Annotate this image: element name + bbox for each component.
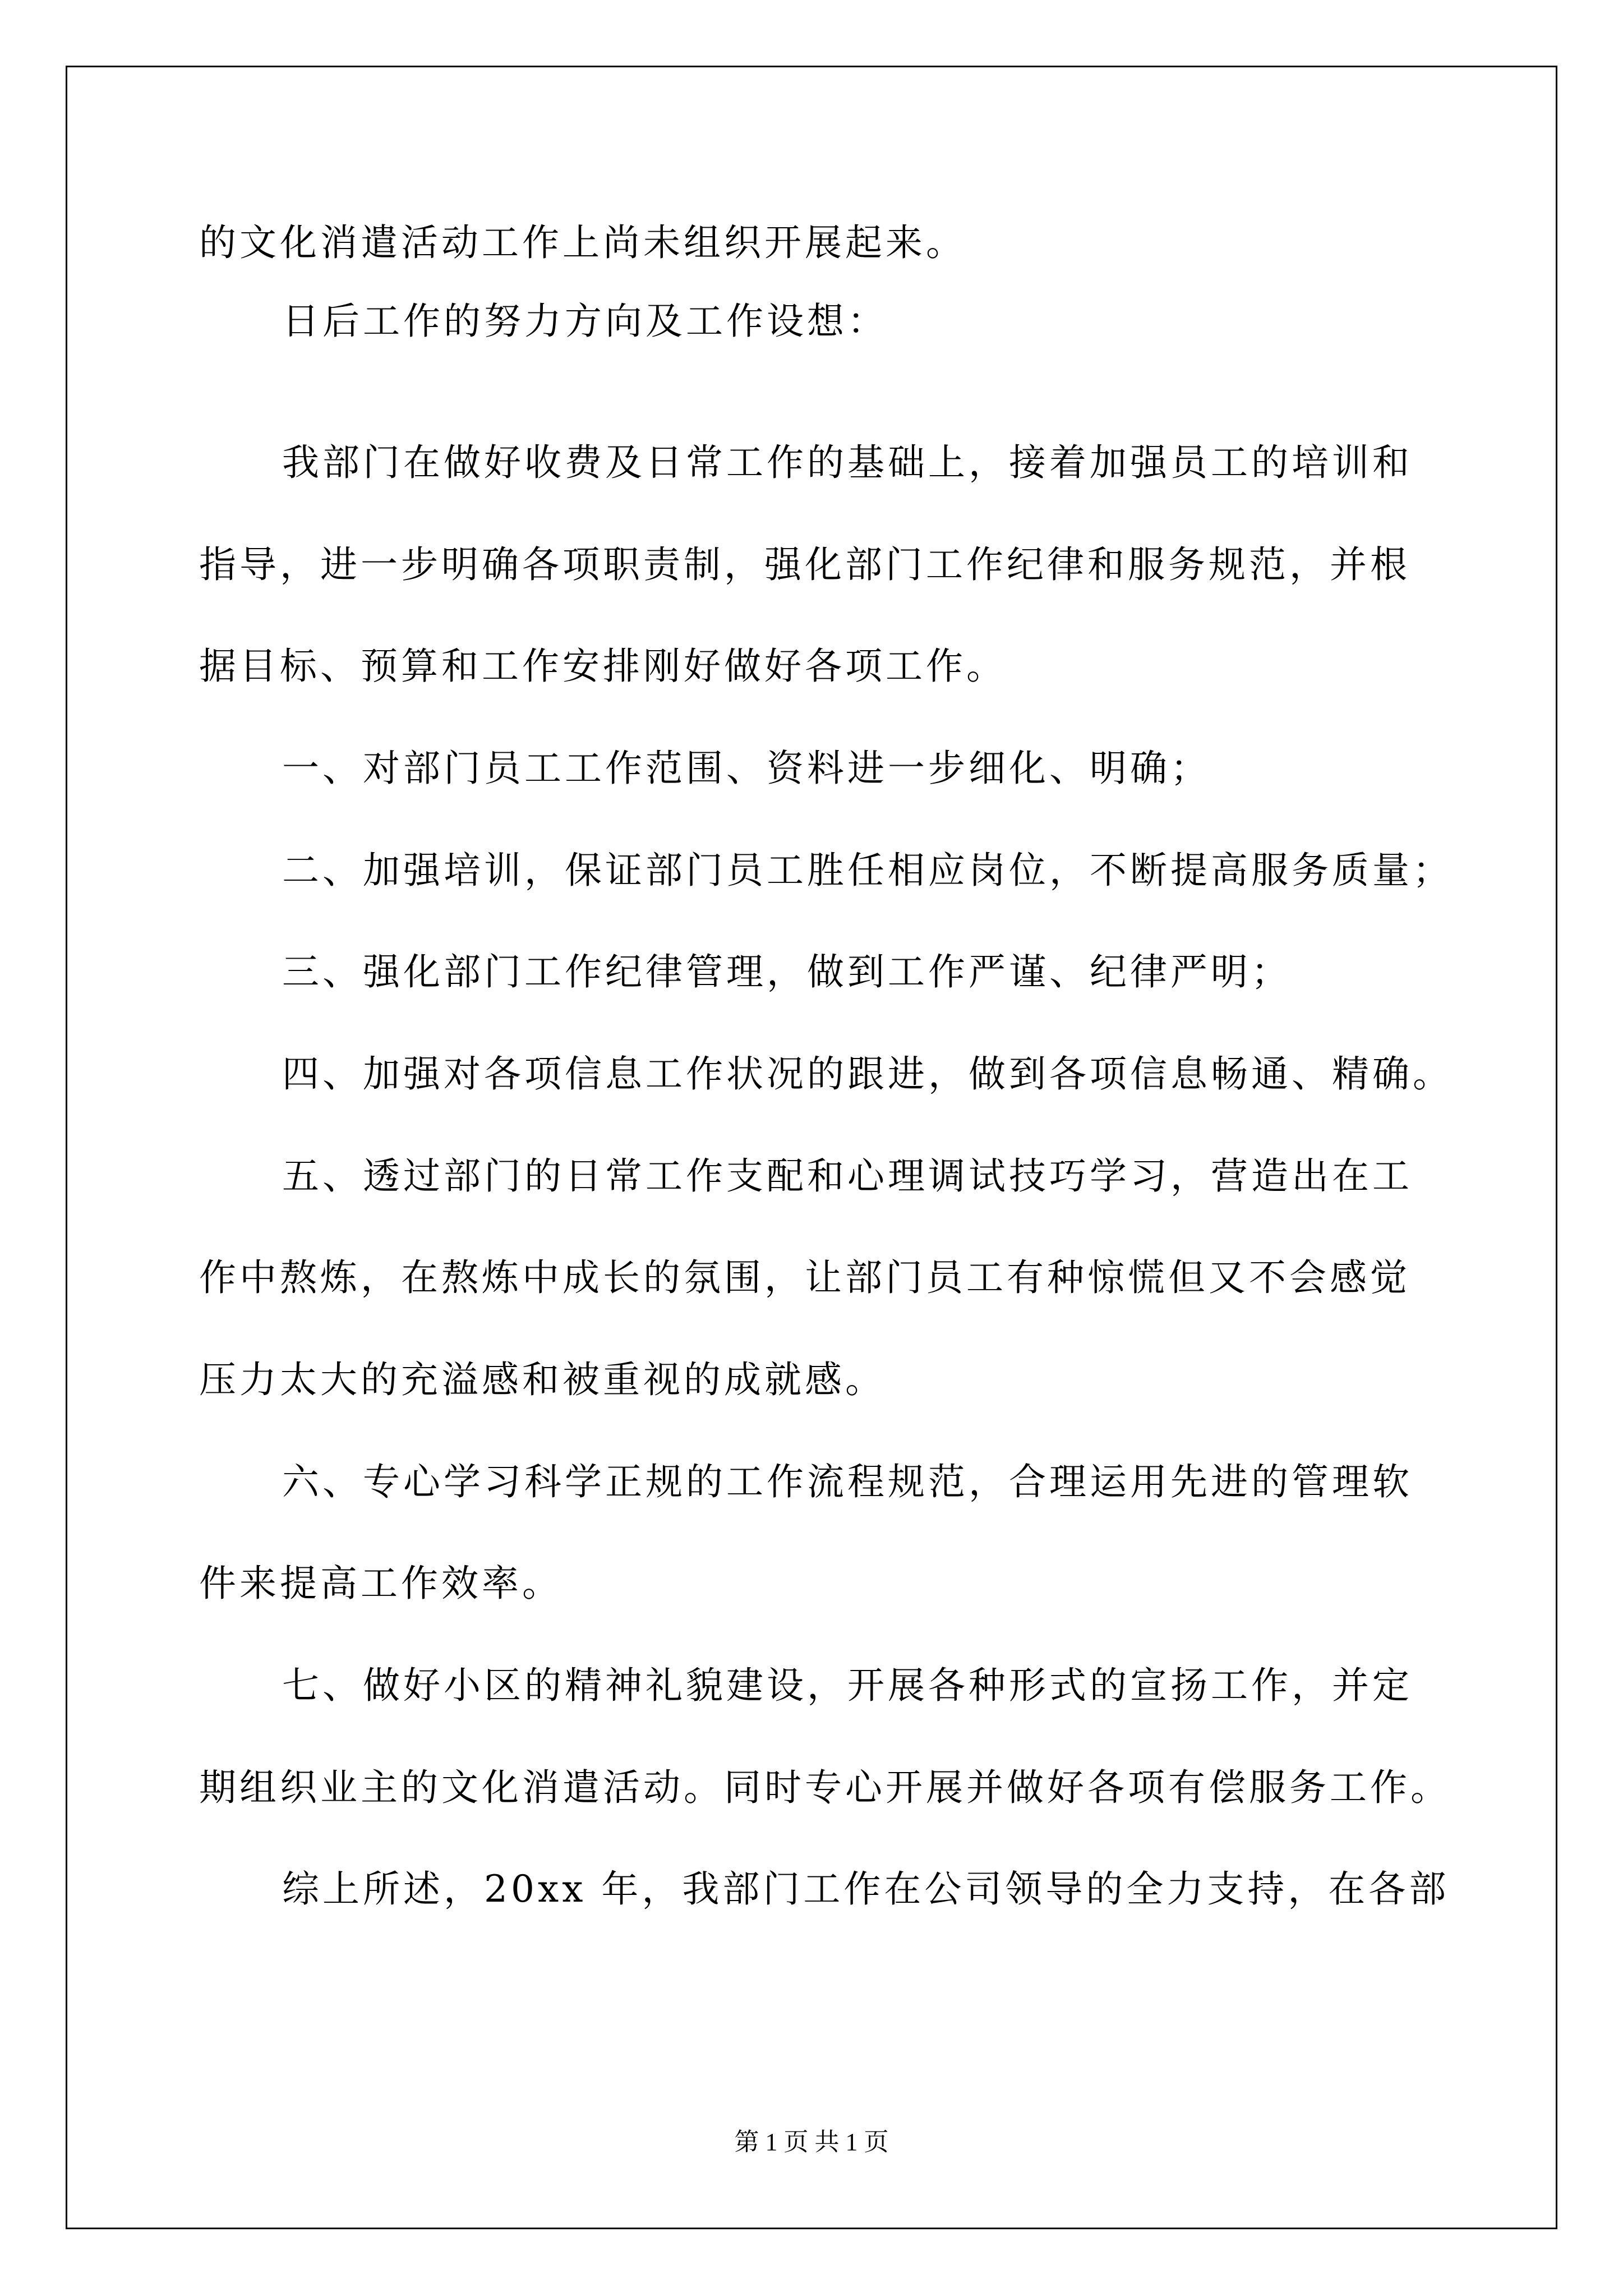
list-item: 三、强化部门工作纪律管理，做到工作严谨、纪律严明； bbox=[282, 950, 1292, 993]
list-item: 二、加强培训，保证部门员工胜任相应岗位，不断提高服务质量； bbox=[282, 849, 1453, 892]
section-heading: 日后工作的努力方向及工作设想： bbox=[282, 300, 888, 343]
text-line: 作中熬炼，在熬炼中成长的氛围，让部门员工有种惊慌但又不会感觉 bbox=[199, 1256, 1410, 1299]
text-line: 的文化消遣活动工作上尚未组织开展起来。 bbox=[199, 221, 966, 264]
text-line: 指导，进一步明确各项职责制，强化部门工作纪律和服务规范，并根 bbox=[199, 543, 1410, 586]
text-line: 期组织业主的文化消遣活动。同时专心开展并做好各项有偿服务工作。 bbox=[199, 1766, 1451, 1809]
list-item: 七、做好小区的精神礼貌建设，开展各种形式的宣扬工作，并定 bbox=[282, 1664, 1413, 1707]
text-line: 我部门在做好收费及日常工作的基础上，接着加强员工的培训和 bbox=[282, 441, 1413, 484]
text-line: 据目标、预算和工作安排刚好做好各项工作。 bbox=[199, 645, 1007, 688]
page-number: 第 1 页 共 1 页 bbox=[734, 2128, 889, 2156]
text-line: 件来提高工作效率。 bbox=[199, 1562, 562, 1605]
list-item: 五、透过部门的日常工作支配和心理调试技巧学习，营造出在工 bbox=[282, 1154, 1413, 1198]
list-item: 一、对部门员工工作范围、资料进一步细化、明确； bbox=[282, 747, 1211, 790]
list-item: 四、加强对各项信息工作状况的跟进，做到各项信息畅通、精确。 bbox=[282, 1052, 1453, 1096]
text-line: 综上所述，20xx 年，我部门工作在公司领导的全力支持，在各部 bbox=[282, 1867, 1450, 1911]
list-item: 六、专心学习科学正规的工作流程规范，合理运用先进的管理软 bbox=[282, 1460, 1413, 1503]
text-line: 压力太大的充溢感和被重视的成就感。 bbox=[199, 1358, 886, 1401]
